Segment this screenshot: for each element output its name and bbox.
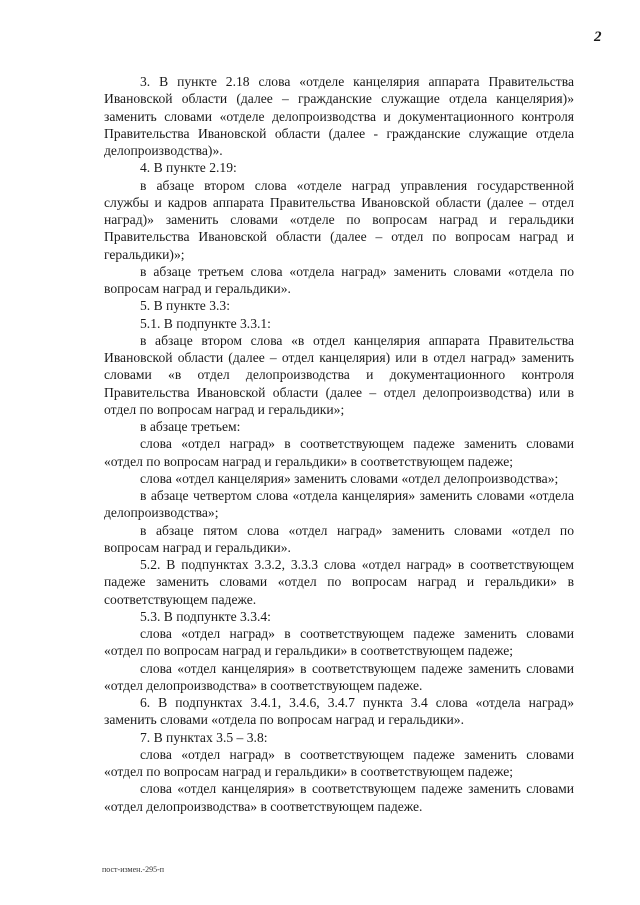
paragraph-item-6: 6. В подпунктах 3.4.1, 3.4.6, 3.4.7 пункта 3.4 слова «отдела наград» заменить словами «отдела по вопросам наград и геральдики». bbox=[104, 695, 574, 728]
paragraph-item-5-heading: 5. В пункте 3.3: bbox=[140, 298, 230, 314]
footer-file-reference: пост-измен.-295-п bbox=[102, 865, 165, 874]
paragraph-item-7-a: слова «отдел наград» в соответствующем падеже заменить словами «отдел по вопросам наград и геральдики» в соответствующем падеже; bbox=[104, 746, 574, 779]
paragraph-item-5-1-abzac-3-b: слова «отдел канцелярия» заменить словами «отдел делопроизводства»; bbox=[140, 470, 559, 486]
paragraph-item-4-abzac-2: в абзаце втором слова «отделе наград управления государственной службы и кадров аппарата Правительства Ивановской области (далее – отдел наград)» заменить словами «отделе по вопросам наград и геральдики Правительства Ивановской области (далее – отдел по вопросам наград и геральдики)»; bbox=[104, 177, 574, 262]
paragraph-item-5-1-heading: 5.1. В подпункте 3.3.1: bbox=[140, 315, 271, 331]
paragraph-item-7-b: слова «отдел канцелярия» в соответствующем падеже заменить словами «отдел делопроизводства» в соответствующем падеже. bbox=[104, 781, 574, 814]
paragraph-item-5-3-heading: 5.3. В подпункте 3.3.4: bbox=[140, 608, 271, 624]
paragraph-item-5-1-abzac-3: в абзаце третьем: bbox=[140, 419, 241, 434]
paragraph-item-5-1-abzac-3-a: слова «отдел наград» в соответствующем падеже заменить словами «отдел по вопросам наград и геральдики» в соответствующем падеже; bbox=[104, 436, 574, 469]
paragraph-item-5-1-abzac-2: в абзаце втором слова «в отдел канцелярия аппарата Правительства Ивановской области (далее – отдел канцелярия) или в отдел наград» заменить словами «в отдел делопроизводства и документационного контроля Правительства Ивановской области (далее – отдел делопроизводства) или в отдел по вопросам наград и геральдики»; bbox=[104, 332, 574, 417]
paragraph-item-3: 3. В пункте 2.18 слова «отделе канцелярия аппарата Правительства Ивановской области (далее – гражданские служащие отдела канцелярия)» заменить словами «отделе делопроизводства и документационного контроля Правительства Ивановской области (далее - гражданские служащие отдела делопроизводства)». bbox=[104, 74, 574, 158]
document-body bbox=[104, 73, 574, 815]
page-number: 2 bbox=[594, 29, 602, 45]
paragraph-item-5-3-b: слова «отдел канцелярия» в соответствующем падеже заменить словами «отдел делопроизводства» в соответствующем падеже. bbox=[104, 660, 574, 693]
paragraph-item-4-heading: 4. В пункте 2.19: bbox=[140, 160, 237, 176]
paragraph-item-5-1-abzac-4: в абзаце четвертом слова «отдела канцелярия» заменить словами «отдела делопроизводства»; bbox=[104, 488, 574, 521]
paragraph-item-4-abzac-3: в абзаце третьем слова «отдела наград» заменить словами «отдела по вопросам наград и геральдики». bbox=[104, 263, 574, 296]
paragraph-item-5-3-a: слова «отдел наград» в соответствующем падеже заменить словами «отдел по вопросам наград и геральдики» в соответствующем падеже; bbox=[104, 626, 574, 659]
paragraph-item-5-2: 5.2. В подпунктах 3.3.2, 3.3.3 слова «отдел наград» в соответствующем падеже заменить словами «отдел по вопросам наград и геральдики» в соответствующем падеже. bbox=[104, 557, 574, 607]
paragraph-item-5-1-abzac-5: в абзаце пятом слова «отдел наград» заменить словами «отдел по вопросам наград и геральдики». bbox=[104, 522, 574, 555]
paragraph-item-7-heading: 7. В пунктах 3.5 – 3.8: bbox=[140, 729, 268, 745]
